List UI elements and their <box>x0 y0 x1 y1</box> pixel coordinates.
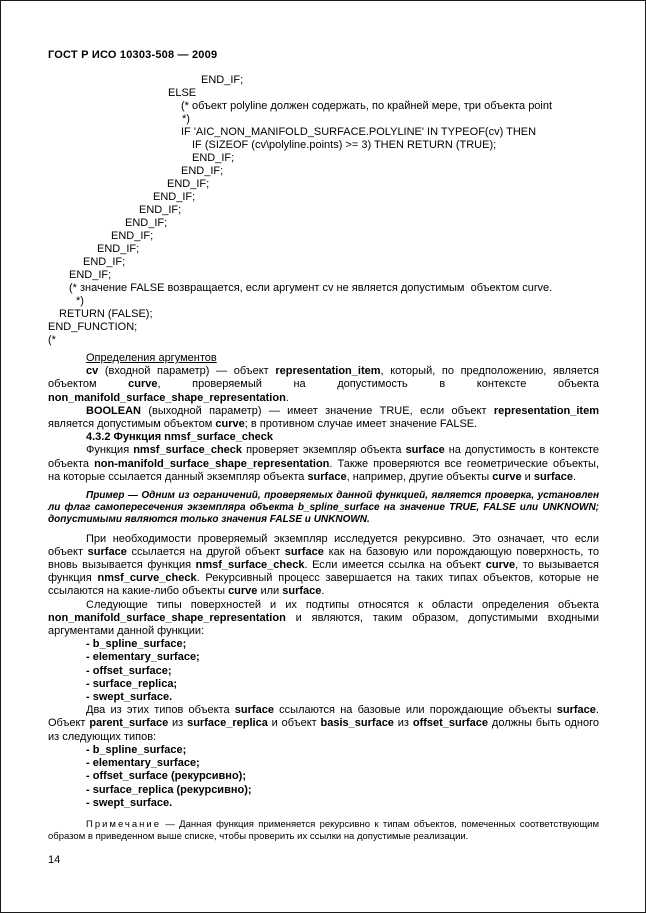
text-run: curve <box>228 585 258 598</box>
text-run: nmsf_surface_check <box>195 559 305 572</box>
text-run: , например, другие объекты <box>346 470 493 483</box>
text-run: non_manifold_surface_shape_representation <box>48 611 286 624</box>
text-run: . Также проверяются все геометрические объекты, на которые ссылается данный экземпляр объекта <box>48 457 599 483</box>
standard-designation: ГОСТ Р ИСО 10303-508 — 2009 <box>48 49 218 61</box>
text-run: parent_surface <box>89 717 169 730</box>
text-run: curve <box>215 418 245 431</box>
text-run: ссылается на другой объект <box>126 545 285 558</box>
paragraph <box>48 599 599 639</box>
code-line: IF 'AIC_NON_MANIFOLD_SURFACE.POLYLINE' IN TYPEOF(cv) THEN <box>181 126 537 138</box>
code-line: END_IF; <box>111 230 154 242</box>
text-run: surface <box>556 704 596 717</box>
code-line: END_IF; <box>125 217 168 229</box>
code-line: END_IF; <box>153 191 196 203</box>
text-run: Два из этих типов объекта <box>86 704 235 717</box>
list-item <box>48 757 599 770</box>
text-run: . Рекурсивный процесс завершается на таких типах объектов, которые не ссылаются на какие-либо объекты <box>48 572 599 598</box>
code-line: RETURN (FALSE); <box>59 308 153 320</box>
text-run: Следующие типы поверхностей и их подтипы относятся к области определения объекта <box>86 598 599 611</box>
text-run: - elementary_surface; <box>86 651 200 664</box>
text-run: - swept_surface. <box>86 796 173 809</box>
text-run: Определения аргументов <box>86 352 217 364</box>
text-run: ссылаются на базовые или порождающие объекты <box>273 704 557 717</box>
text-run: на допустимость в контексте объекта <box>48 444 600 470</box>
text-run: как на базовую или порождающую поверхность, то вновь вызывается функция <box>48 545 599 572</box>
arguments-heading <box>48 352 599 365</box>
text-run: surface <box>87 545 127 558</box>
text-run: - b_spline_surface; <box>86 743 187 756</box>
code-line: END_IF; <box>167 178 210 190</box>
code-line: END_FUNCTION; <box>48 321 138 333</box>
text-run: . <box>573 470 577 483</box>
text-run: - swept_surface. <box>86 691 173 704</box>
body-content <box>48 352 599 843</box>
paragraph <box>48 365 599 405</box>
text-run: (выходной параметр) — имеет значение TRUE, если объект <box>141 404 494 417</box>
code-block <box>48 74 599 347</box>
text-run: curve <box>485 559 516 572</box>
text-run: non_manifold_surface_shape_representation <box>48 391 286 404</box>
paragraph <box>48 533 599 599</box>
text-run: curve <box>492 470 522 483</box>
code-line: END_IF; <box>97 243 140 255</box>
text-run: surface_replica <box>187 717 268 730</box>
text-run: должны быть одного из следующих типов: <box>48 717 600 743</box>
text-run: surface <box>282 585 322 598</box>
text-run: surface <box>234 704 274 717</box>
note-paragraph <box>48 819 599 843</box>
text-run: Пример — Одним из ограничений, проверяемых данной функцией, является проверка, установлен ли флаг самопересечения экземпляра объекта b_spline_surface на значение TRUE, FALSE или UNKNOWN; допустимыми являются только значения FALSE и UNKNOWN. <box>48 490 599 526</box>
text-run: является допустимым объектом <box>48 418 216 431</box>
text-run: representation_item <box>493 404 599 417</box>
text-run: — Данная функция применяется рекурсивно к типам объектов, помеченных соответствующим образом в приведенном выше списке, чтобы проверить их ссылки на допустимые реализации. <box>48 818 599 842</box>
list-item <box>48 638 599 651</box>
code-line: *) <box>182 113 190 125</box>
text-run: и <box>521 470 534 483</box>
text-run: проверяет экземпляр объекта <box>242 444 406 457</box>
text-run: - offset_surface (рекурсивно); <box>86 770 246 783</box>
text-run: non-manifold_surface_shape_representation <box>94 457 330 470</box>
text-run: , проверяемый на допустимость в контексте объекта <box>157 378 599 391</box>
code-line: (* объект polyline должен содержать, по крайней мере, три объекта point <box>181 100 553 112</box>
code-line: END_IF; <box>69 269 112 281</box>
code-line: END_IF; <box>83 256 126 268</box>
text-run: surface <box>405 444 445 457</box>
list-item <box>48 797 599 810</box>
text-run: basis_surface <box>320 717 394 730</box>
text-run: surface <box>307 470 347 483</box>
text-run: (входной параметр) — объект <box>98 365 276 378</box>
text-run: , то вызывается функция <box>48 559 599 585</box>
text-run: nmsf_surface_check <box>133 444 243 457</box>
text-run: - surface_replica; <box>86 677 178 690</box>
code-line: *) <box>76 295 84 307</box>
paragraph <box>48 444 599 484</box>
list-item <box>48 770 599 783</box>
list-item <box>48 744 599 757</box>
code-line: (* значение FALSE возвращается, если аргумент cv не является допустимым объектом curve. <box>69 282 553 294</box>
list-item <box>48 651 599 664</box>
text-run: 4.3.2 Функция nmsf_surface_check <box>86 431 274 444</box>
text-run: offset_surface <box>412 717 489 730</box>
paragraph <box>48 405 599 431</box>
list-item <box>48 691 599 704</box>
text-run: При необходимости проверяемый экземпляр исследуется рекурсивно. Это означает, что если объект <box>48 532 599 558</box>
text-run: , который, по предположению, является объектом <box>48 365 599 391</box>
text-run: representation_item <box>275 365 381 378</box>
code-line: END_IF; <box>192 152 235 164</box>
example-paragraph <box>48 490 599 527</box>
text-run: Примечание <box>86 818 161 830</box>
text-run: - surface_replica (рекурсивно); <box>86 783 252 796</box>
text-run: . Если имеется ссылка на объект <box>304 559 486 572</box>
list-item <box>48 665 599 678</box>
text-run: и объект <box>267 717 321 730</box>
text-run: . <box>285 391 289 404</box>
code-line: END_IF; <box>139 204 182 216</box>
code-line: IF (SIZEOF (cv\polyline.points) >= 3) THEN RETURN (TRUE); <box>192 139 497 151</box>
text-run: ; в противном случае имеет значение FALSE. <box>244 418 478 431</box>
text-run: - b_spline_surface; <box>86 638 187 651</box>
text-run: - elementary_surface; <box>86 757 200 770</box>
text-run: surface <box>284 545 324 558</box>
text-run: . Объект <box>48 704 599 730</box>
text-run: surface <box>533 470 574 483</box>
list-item <box>48 678 599 691</box>
paragraph <box>48 704 599 744</box>
text-run: BOOLEAN <box>86 404 141 417</box>
text-run: и являются, таким образом, допустимыми входными аргументами данной функции: <box>48 611 599 638</box>
text-run: cv <box>86 365 99 378</box>
list-item <box>48 784 599 797</box>
text-run: из <box>393 717 413 730</box>
text-run: curve <box>128 378 158 391</box>
page-number: 14 <box>48 854 61 866</box>
text-run: - offset_surface; <box>86 664 172 677</box>
text-run: или <box>257 585 283 598</box>
text-run: Функция <box>86 444 134 457</box>
code-line: END_IF; <box>201 74 244 86</box>
code-line: (* <box>48 334 56 346</box>
text-run: из <box>168 717 188 730</box>
text-run: . <box>321 585 325 598</box>
text-run: nmsf_curve_check <box>97 572 197 585</box>
code-line: END_IF; <box>181 165 224 177</box>
code-line: ELSE <box>168 87 197 99</box>
section-heading <box>48 431 599 444</box>
